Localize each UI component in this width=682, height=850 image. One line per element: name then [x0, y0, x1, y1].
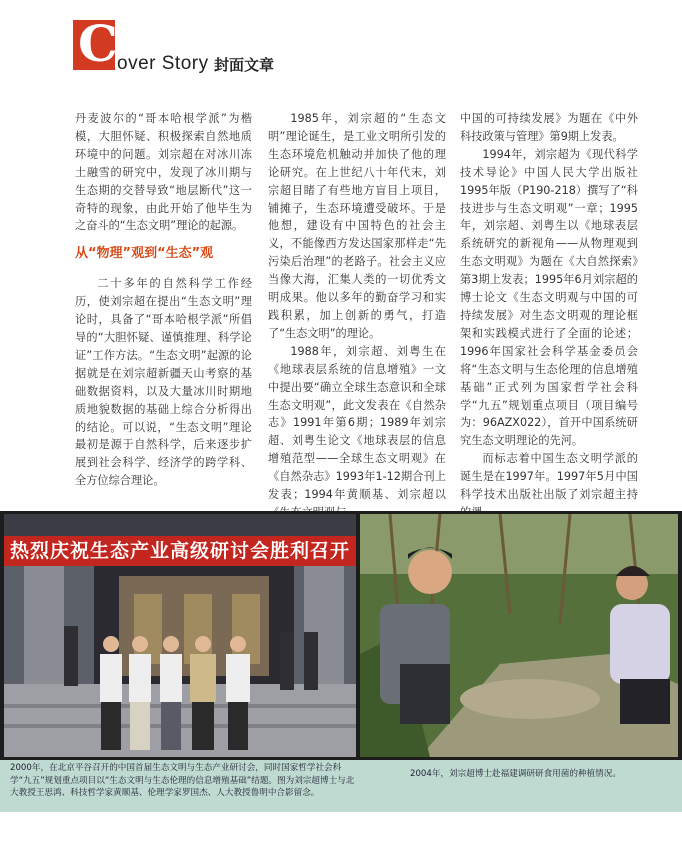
paragraph: 1985年，刘宗超的“生态文明”理论诞生，是工业文明所引发的生态环境危机触动并加快了他的理论研究。在上世纪八十年代末，刘宗超目睹了有些地方盲目上项目，铺摊子，生态环境遭受破坏。于是他想，建设有中国特色的社会主义，不能像西方发达国家那样走“先污染后治理”的老路子。社会主义应当像大海，汇集人类的一切优秀文明成果。他以多年的勤奋学习和实践积累，加上创新的勇气，打造了“生态文明”的理论。	[268, 112, 446, 340]
section-title-en: over Story	[117, 53, 209, 74]
section-title-cn: 封面文章	[214, 56, 275, 74]
photo-caption-right: 2004年，刘宗超博士赴福建调研研食用菌的种植情况。	[410, 769, 621, 779]
paragraph: 1988年，刘宗超、刘粤生在《地球表层系统的信息增殖》一文中提出要“确立全球生态意识和全球生态文明观”，此文发表在《自然杂志》1991年第6期；1989年刘宗超、刘粤生论文《地球表层的信息增殖范型——全球生态文明观》在《自然杂志》1993年1-12期合刊上发表；1994年黄顺基、刘宗超以	[268, 344, 446, 502]
event-banner: 热烈庆祝生态产业高级研讨会胜利召开	[4, 536, 356, 566]
subheading: 从“物理”观到“生态”观	[75, 246, 214, 262]
logo-letter: C	[78, 14, 118, 73]
photo-caption-left: 2000年，在北京平谷召开的中国首届生态文明与生态产业研讨会，同时国家哲学社会科学“九五”规划重点项目以“生态文明与生态伦理的信息增殖基础”结题。图为刘宗超博士与北大教授王思鸿、科技哲学家黄顺基、伦理学家罗国杰、人大教授鲁明中合影留念。	[10, 763, 355, 798]
group-photo	[4, 514, 356, 757]
column-1	[75, 110, 252, 490]
paragraph: 中国的可持续发展》为题在《中外科技政策与管理》第9期上发表。	[460, 112, 638, 143]
field-photo	[360, 514, 678, 757]
paragraph: 丹麦波尔的“哥本哈根学派”为楷模，大胆怀疑、积极探索自然地质环境中的问题。刘宗超在对冰川冻土融雪的研究中，发现了冰川期与生态期的交替导致“地层断代”这一奇特的现象，由此开始了他毕生为之奋斗的“生态文明”理论的起源。	[75, 112, 252, 233]
field-photo-illustration	[360, 514, 678, 757]
column-3	[460, 110, 638, 522]
page-header	[0, 0, 682, 80]
paragraph: 1994年，刘宗超为《现代科学技术导论》中国人民大学出版社1995年版（P190-218）撰写了“科技进步与生态文明观”一章；1995年，刘宗超、刘粤生以《地球表层系统研究的新视角——从物理观到生态文明观》为题在《大自然探索》第3期上发表；1995年6月刘宗超的博士论文《生态文明观与中国的可持续发展》对生态文明观的理论框架和实践模式进行了全面的论述；1996年国家社会科学基金委员会将“生态文明与生态伦理的信息增殖基础”正式列为国家哲学社会科学“九五”规划重点项目（项目编号为：96AZX022），首开中国系统研究生态文明理论的先河。	[460, 147, 638, 448]
column-2	[268, 110, 446, 522]
paragraph: 二十多年的自然科学工作经历，使刘宗超在提出“生态文明”理论时，具备了“哥本哈根学派”所倡导的“大胆怀疑、谨慎推理、科学论证”工作方法。“生态文明”起源的论据就是在刘宗超新疆天山考察的基础数据资料，以及大量冰川时期地质地貌数据的基础上综合分析得出的结论。可以说，“生态文明”理论最初是源于自然科学，后来逐步扩展到社会科学、经济学的跨学科、全方位综合理论。	[75, 277, 252, 488]
paragraph: 而标志着中国生态文明学派的诞生是在1997年。1997年5月中国科学技术出版社出版了刘宗超主持	[460, 452, 638, 502]
article-columns	[0, 110, 682, 502]
